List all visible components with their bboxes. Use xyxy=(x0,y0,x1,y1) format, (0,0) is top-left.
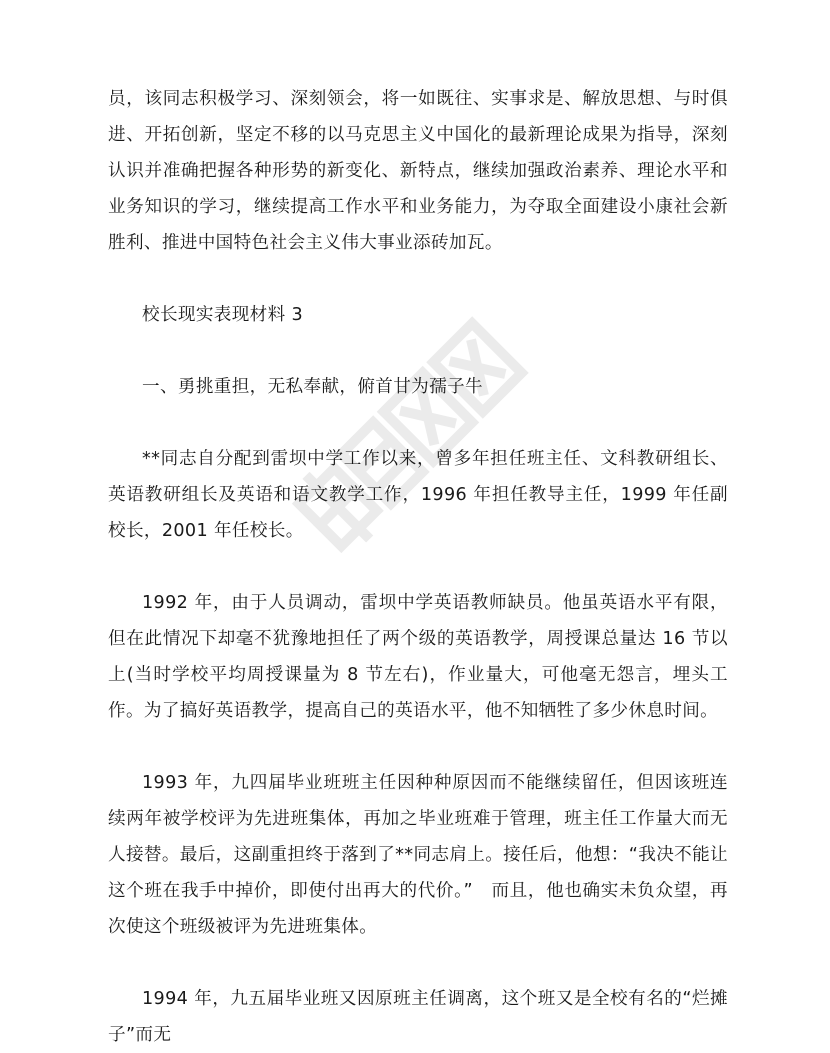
paragraph-1993: 1993 年，九四届毕业班班主任因种种原因而不能继续留任，但因该班连续两年被学校评为先进班集体，再加之毕业班难于管理，班主任工作量大而无人接替。最后，这副重担终于落到了**同志肩上。接任后，他想：“我决不能让这个班在我手中掉价，即使付出再大的代价。” 而且，他也确实未负众望，再次使这个班级被评为先进班集体。 xyxy=(108,773,728,937)
section-heading: 一、勇挑重担，无私奉献，俯首甘为孺子牛 xyxy=(142,377,483,397)
paragraph-intro: **同志自分配到雷坝中学工作以来，曾多年担任班主任、文科教研组长、英语教研组长及英语和语文教学工作，1996 年担任教导主任，1999 年任副校长，2001 年任校长。 xyxy=(108,449,728,541)
paragraph-continuation: 员，该同志积极学习、深刻领会，将一如既往、实事求是、解放思想、与时俱进、开拓创新，坚定不移的以马克思主义中国化的最新理论成果为指导，深刻认识并准确把握各种形势的新变化、新特点，继续加强政治素养、理论水平和业务知识的学习，继续提高工作水平和业务能力，为夺取全面建设小康社会新胜利、推进中国特色社会主义伟大事业添砖加瓦。 xyxy=(108,89,728,253)
document-body xyxy=(108,81,728,1053)
paragraph-1992: 1992 年，由于人员调动，雷坝中学英语教师缺员。他虽英语水平有限，但在此情况下却毫不犹豫地担任了两个级的英语教学，周授课总量达 16 节以上(当时学校平均周授课量为 8 节左右)，作业量大，可他毫无怨言，埋头工作。为了搞好英语教学，提高自己的英语水平，他不知牺牲了多少休息时间。 xyxy=(108,593,728,721)
section-title: 校长现实表现材料 3 xyxy=(142,305,304,325)
paragraph-1994: 1994 年，九五届毕业班又因原班主任调离，这个班又是全校有名的“烂摊子”而无 xyxy=(108,989,728,1045)
